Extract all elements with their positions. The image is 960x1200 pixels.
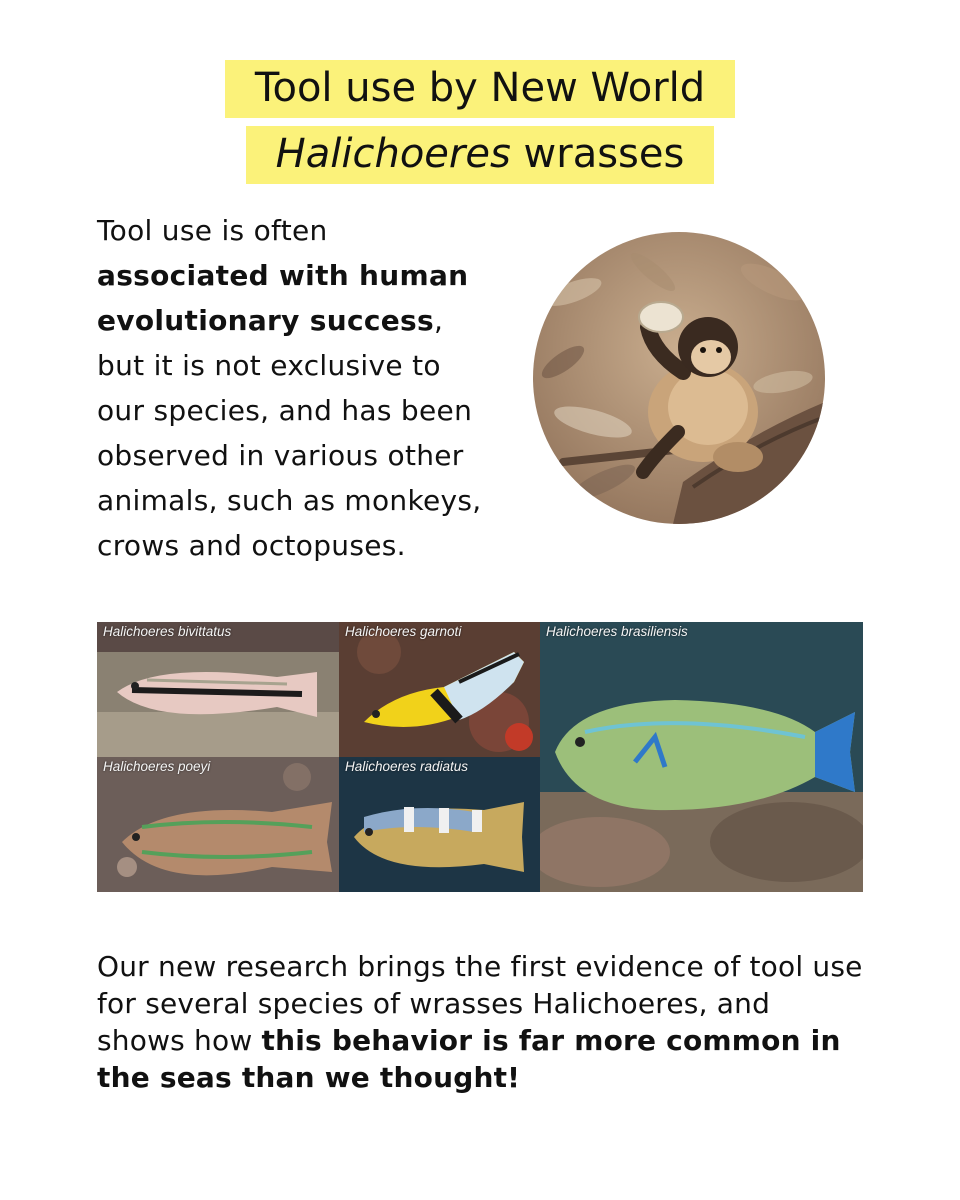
- fish-bivittatus-image: [97, 622, 339, 757]
- panel-poeyi: [97, 757, 339, 892]
- panel-radiatus: [339, 757, 540, 892]
- fish-garnoti-image: [339, 622, 540, 757]
- fish-poeyi-image: [97, 757, 339, 892]
- intro-bold: associated with human evolutionary success: [97, 259, 469, 337]
- label-radiatus: Halichoeres radiatus: [345, 759, 469, 774]
- outro-paragraph: Our new research brings the first evidence of tool use for several species of wrasses Halichoeres, and shows how this behavior is far more common in the seas than we thought!: [97, 950, 863, 1094]
- outro-bold: this behavior is far more common in the seas than we thought!: [97, 1024, 841, 1094]
- label-bivittatus: Halichoeres bivittatus: [103, 624, 232, 639]
- monkey-photo: [533, 232, 825, 524]
- fish-radiatus-image: [339, 757, 540, 892]
- title-suffix: wrasses: [510, 131, 685, 177]
- label-brasiliensis: Halichoeres brasiliensis: [546, 624, 688, 639]
- page-title: [0, 60, 960, 184]
- title-line-2: [246, 126, 715, 184]
- panel-brasiliensis: [540, 622, 863, 892]
- fish-brasiliensis-image: [540, 622, 863, 892]
- title-line-1: Tool use by New World: [225, 60, 735, 118]
- label-poeyi: Halichoeres poeyi: [103, 759, 211, 774]
- panel-bivittatus: [97, 622, 339, 757]
- capuchin-monkey-illustration: [533, 232, 825, 524]
- label-garnoti: Halichoeres garnoti: [345, 624, 462, 639]
- fish-collage: [97, 622, 863, 892]
- intro-paragraph: Tool use is often associated with human evolutionary success, but it is not exclusive to our species, and has been observed in various other animals, such as monkeys, crows and octopuses.: [97, 214, 482, 562]
- panel-garnoti: [339, 622, 540, 757]
- title-genus: Halichoeres: [275, 131, 511, 177]
